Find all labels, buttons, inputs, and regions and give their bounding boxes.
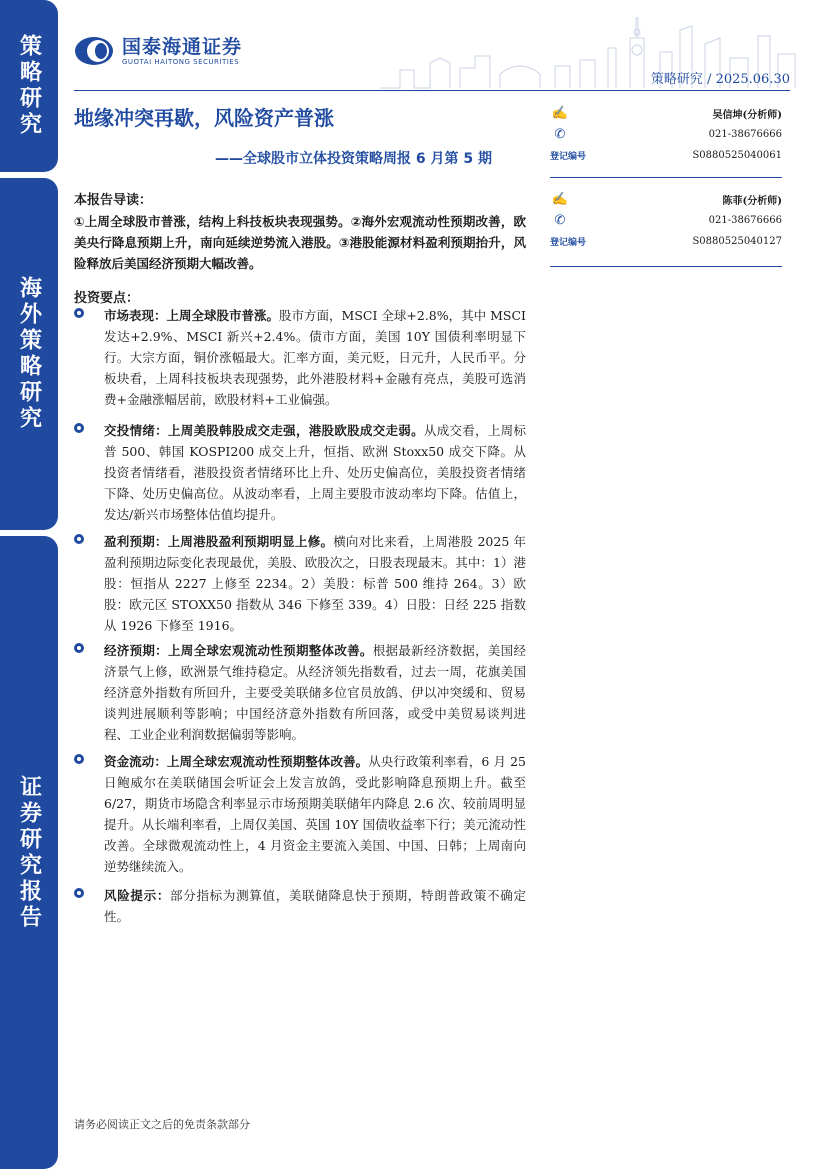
bullet-icon <box>74 534 84 544</box>
header-category-date: 策略研究 / 2025.06.30 <box>650 72 790 87</box>
analyst-divider <box>550 266 782 267</box>
registration-number: S0880525040061 <box>692 150 782 161</box>
key-point-lead: 资金流动：上周全球宏观流动性预期整体改善。 <box>104 754 369 769</box>
key-point-earnings <box>74 531 526 636</box>
key-point-lead: 交投情绪：上周美股韩股成交走强，港股欧股成交走弱。 <box>104 423 424 438</box>
key-point-text: 股市方面，MSCI 全球+2.8%，其中 MSCI 发达+2.9%、MSCI 新兴+2.4%。债市方面，美国 10Y 国债利率明显下行。大宗方面，铜价涨幅最大。汇率方面，美元贬，日元升，人民币平。分板块看，上周科技板块表现强势，此外港股材料+金融有亮点，美股可选消费+金融涨幅居前，欧股材料+工业偏强。 <box>104 308 526 407</box>
key-point-lead: 风险提示： <box>104 888 171 903</box>
analyst-name: 陈菲(分析师) <box>722 196 782 207</box>
bullet-icon <box>74 888 84 898</box>
key-point-capital-flow <box>74 751 526 877</box>
logo-text-en: GUOTAI HAITONG SECURITIES <box>122 58 240 66</box>
analyst-card-1 <box>550 103 782 166</box>
key-point-economy <box>74 640 526 745</box>
phone-icon: ✆ <box>554 127 566 142</box>
phone-icon: ✆ <box>554 213 566 228</box>
bullet-icon <box>74 308 84 318</box>
key-point-text: 部分指标为测算值，美联储降息快于预期，特朗普政策不确定性。 <box>104 888 526 924</box>
logo-mark-icon <box>74 36 114 66</box>
person-icon: ✍ <box>551 106 569 121</box>
guide-body: ①上周全球股市普涨，结构上科技板块表现强势。②海外宏观流动性预期改善，欧美央行降息预期上升，南向延续逆势流入港股。③港股能源材料盈利预期抬升，风险释放后美国经济预期大幅改善。 <box>74 214 526 271</box>
company-logo <box>74 36 242 66</box>
person-icon: ✍ <box>551 192 569 207</box>
key-point-text: 根据最新经济数据，美国经济景气上修，欧洲景气维持稳定。从经济领先指数看，过去一周，花旗美国经济意外指数有所回升，主要受美联储多位官员放鸽、伊以冲突缓和、贸易谈判进展顺利等影响；中国经济意外指数有所回落，或受中美贸易谈判进程、工业企业利润数据偏弱等影响。 <box>104 643 526 742</box>
analyst-divider <box>550 177 782 178</box>
analyst-name: 吴信坤(分析师) <box>712 110 782 121</box>
key-point-lead: 盈利预期：上周港股盈利预期明显上修。 <box>104 534 334 549</box>
key-point-text: 从成交看，上周标普 500、韩国 KOSPI200 成交上升，恒指、欧洲 Stoxx50 成交下降。从投资者情绪看，港股投资者情绪环比上升、处历史偏高位，美股投资者情绪下降、处历史偏高位。从波动率看，上周主要股市波动率均下降。估值上，发达/新兴市场整体估值均提升。 <box>104 423 526 522</box>
key-points-heading: 投资要点： <box>74 291 140 306</box>
registration-label: 登记编号 <box>550 238 587 248</box>
disclaimer-note: 请务必阅读正文之后的免责条款部分 <box>74 1118 250 1131</box>
logo-text-cn: 国泰海通证券 <box>122 36 243 58</box>
sidebar-tab-overseas-label: 海外策略研究 <box>16 276 42 432</box>
analyst-phone: 021-38676666 <box>708 215 782 226</box>
sidebar-tab-strategy-label: 策略研究 <box>16 34 42 138</box>
analyst-phone: 021-38676666 <box>708 129 782 140</box>
bullet-icon <box>74 423 84 433</box>
key-point-lead: 经济预期：上周全球宏观流动性预期整体改善。 <box>104 643 373 658</box>
key-point-market <box>74 305 526 410</box>
key-point-risk <box>74 885 526 927</box>
guide-heading: 本报告导读： <box>74 193 153 208</box>
key-point-text: 横向对比来看，上周港股 2025 年盈利预期边际变化表现最优，美股、欧股次之，日股表现最末。其中：1）港股：恒指从 2227 上修至 2234。2）美股：标普 500 维持 264。3）欧股：欧元区 STOXX50 指数从 346 下修至 339。4）日股：日经 225 指数从 1926 下修至 1916。 <box>104 534 526 633</box>
sidebar-tab-strategy <box>0 0 58 172</box>
header-divider <box>74 90 790 91</box>
sidebar-tab-overseas <box>0 178 58 530</box>
report-subtitle: ——全球股市立体投资策略周报 6 月第 5 期 <box>215 151 492 167</box>
key-point-trading <box>74 420 526 525</box>
sidebar-tab-securities-report-label: 证券研究报告 <box>16 774 42 931</box>
sidebar-tab-securities-report <box>0 536 58 1169</box>
analyst-card-2 <box>550 189 782 252</box>
report-title: 地缘冲突再歇，风险资产普涨 <box>74 106 334 130</box>
bullet-icon <box>74 643 84 653</box>
key-point-text: 从央行政策利率看，6 月 25 日鲍威尔在美联储国会听证会上发言放鸽，受此影响降息预期上升。截至 6/27，期货市场隐含利率显示市场预期美联储年内降息 2.6 次、较前周明显提升。从长端利率看，上周仅美国、英国 10Y 国债收益率下行；美元流动性改善。全球微观流动性上，4 月资金主要流入美国、中国、日韩；上周南向逆势继续流入。 <box>104 754 526 874</box>
registration-label: 登记编号 <box>550 152 587 162</box>
registration-number: S0880525040127 <box>692 236 782 247</box>
bullet-icon <box>74 754 84 764</box>
key-point-lead: 市场表现：上周全球股市普涨。 <box>104 308 280 323</box>
